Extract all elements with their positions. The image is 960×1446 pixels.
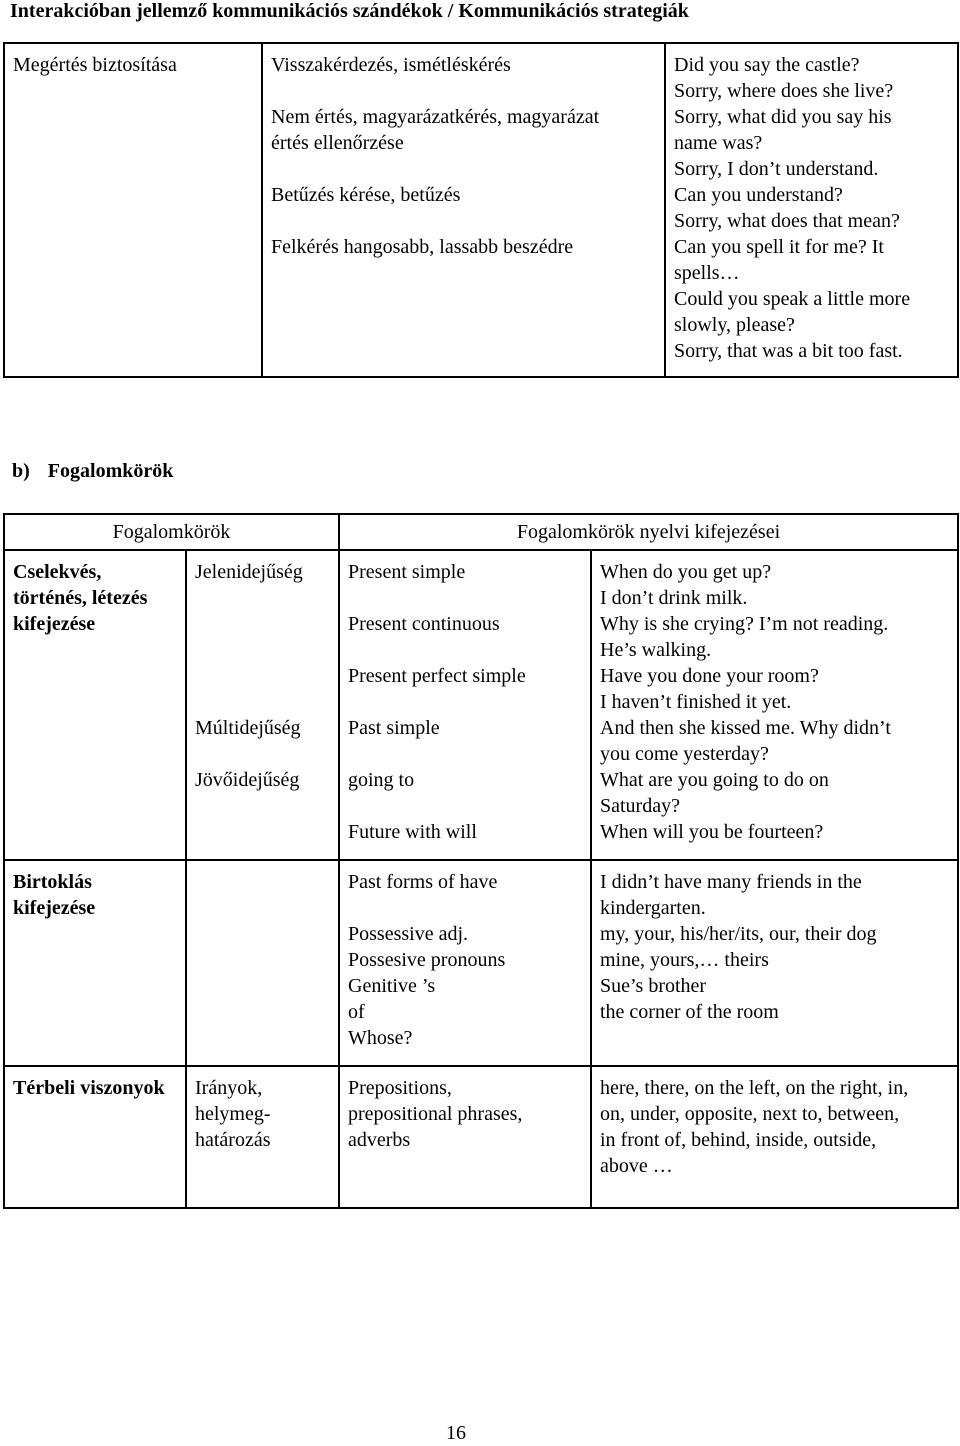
table-cell-strategies — [262, 43, 665, 377]
example-line: Sorry, that was a bit too fast. — [674, 340, 903, 362]
example-line: What are you going to do on — [600, 769, 829, 791]
section-title: Fogalomkörök — [47, 460, 174, 482]
example-line: you come yesterday? — [600, 743, 769, 765]
grammar-item: Prepositions, — [348, 1077, 452, 1099]
grammar-item: Present perfect simple — [348, 665, 526, 687]
table-cell-subcategory — [186, 550, 339, 860]
example-line: Why is she crying? I’m not reading. — [600, 613, 889, 635]
concepts-table — [3, 513, 959, 1209]
header-concepts-label: Fogalomkörök — [112, 521, 231, 543]
example-line: Could you speak a little more — [674, 288, 911, 310]
example-line: Saturday? — [600, 795, 680, 817]
subcategory-label: Jövőidejűség — [195, 769, 300, 791]
table-cell-grammar — [339, 550, 591, 860]
strategy-item: Visszakérdezés, ismétléskérés — [271, 54, 511, 76]
category-label: kifejezése — [13, 613, 96, 635]
header-expressions — [339, 514, 958, 550]
example-line: He’s walking. — [600, 639, 712, 661]
strategy-item: Nem értés, magyarázatkérés, magyarázat — [271, 106, 600, 128]
page-number: 16 — [446, 1422, 466, 1444]
example-line: above … — [600, 1155, 673, 1177]
example-line: in front of, behind, inside, outside, — [600, 1129, 877, 1151]
table-row — [4, 1066, 958, 1208]
example-line: Sorry, what did you say his — [674, 106, 892, 128]
subcategory-label: Jelenidejűség — [195, 561, 303, 583]
intent-label: Megértés biztosítása — [13, 54, 177, 76]
table-cell-grammar — [339, 1066, 591, 1208]
category-label: Térbeli viszonyok — [13, 1077, 165, 1099]
grammar-item: of — [348, 1001, 365, 1023]
example-line: here, there, on the left, on the right, in, — [600, 1077, 909, 1099]
grammar-item: Present simple — [348, 561, 466, 583]
example-line: Sorry, what does that mean? — [674, 210, 900, 232]
grammar-item: prepositional phrases, — [348, 1103, 523, 1125]
table-cell-category — [4, 1066, 186, 1208]
strategy-item: Felkérés hangosabb, lassabb beszédre — [271, 236, 574, 258]
example-line: Have you done your room? — [600, 665, 819, 687]
grammar-item: Genitive ’s — [348, 975, 436, 997]
example-line: mine, yours,… theirs — [600, 949, 769, 971]
example-line: Did you say the castle? — [674, 54, 860, 76]
table-row — [4, 43, 958, 377]
table-cell-subcategory — [186, 860, 339, 1066]
page-header-title: Interakcióban jellemző kommunikációs szándékok / Kommunikációs strategiák — [10, 0, 689, 22]
example-line: my, your, his/her/its, our, their dog — [600, 923, 877, 945]
communication-strategies-table — [3, 42, 959, 378]
table-cell-intent — [4, 43, 262, 377]
table-row — [4, 860, 958, 1066]
grammar-item: Future with will — [348, 821, 477, 843]
table-cell-examples — [591, 860, 958, 1066]
example-line: Can you spell it for me? It — [674, 236, 884, 258]
example-line: Sue’s brother — [600, 975, 707, 997]
header-concepts — [4, 514, 339, 550]
example-line: And then she kissed me. Why didn’t — [600, 717, 891, 739]
example-line: the corner of the room — [600, 1001, 779, 1023]
grammar-item: going to — [348, 769, 415, 791]
table-cell-examples — [591, 550, 958, 860]
example-line: slowly, please? — [674, 314, 795, 336]
subcategory-label: Múltidejűség — [195, 717, 301, 739]
subcategory-label: határozás — [195, 1129, 271, 1151]
header-expressions-label: Fogalomkörök nyelvi kifejezései — [516, 521, 781, 543]
table-cell-grammar — [339, 860, 591, 1066]
table-cell-category — [4, 550, 186, 860]
example-line: spells… — [674, 262, 740, 284]
section-heading — [12, 458, 173, 484]
strategy-item: Betűzés kérése, betűzés — [271, 184, 461, 206]
subcategory-label: helymeg- — [195, 1103, 271, 1125]
strategy-item: értés ellenőrzése — [271, 132, 404, 154]
table-header-row — [4, 514, 958, 550]
example-line: I don’t drink milk. — [600, 587, 748, 609]
example-line: name was? — [674, 132, 763, 154]
category-label: Cselekvés, — [13, 561, 102, 583]
grammar-item: Whose? — [348, 1027, 413, 1049]
subcategory-label: Irányok, — [195, 1077, 263, 1099]
table-cell-subcategory — [186, 1066, 339, 1208]
grammar-item: Present continuous — [348, 613, 500, 635]
table-row — [4, 550, 958, 860]
category-label: történés, létezés — [13, 587, 148, 609]
section-marker: b) — [12, 460, 30, 482]
category-label: kifejezése — [13, 897, 96, 919]
example-line: Can you understand? — [674, 184, 843, 206]
table-cell-examples — [665, 43, 958, 377]
table-cell-examples — [591, 1066, 958, 1208]
category-label: Birtoklás — [13, 871, 92, 893]
grammar-item: Past simple — [348, 717, 440, 739]
grammar-item: adverbs — [348, 1129, 411, 1151]
example-line: on, under, opposite, next to, between, — [600, 1103, 900, 1125]
example-line: Sorry, I don’t understand. — [674, 158, 879, 180]
example-line: When will you be fourteen? — [600, 821, 824, 843]
example-line: I haven’t finished it yet. — [600, 691, 792, 713]
grammar-item: Past forms of have — [348, 871, 498, 893]
grammar-item: Possesive pronouns — [348, 949, 506, 971]
example-line: When do you get up? — [600, 561, 772, 583]
grammar-item: Possessive adj. — [348, 923, 468, 945]
table-cell-category — [4, 860, 186, 1066]
example-line: kindergarten. — [600, 897, 706, 919]
example-line: I didn’t have many friends in the — [600, 871, 862, 893]
example-line: Sorry, where does she live? — [674, 80, 894, 102]
